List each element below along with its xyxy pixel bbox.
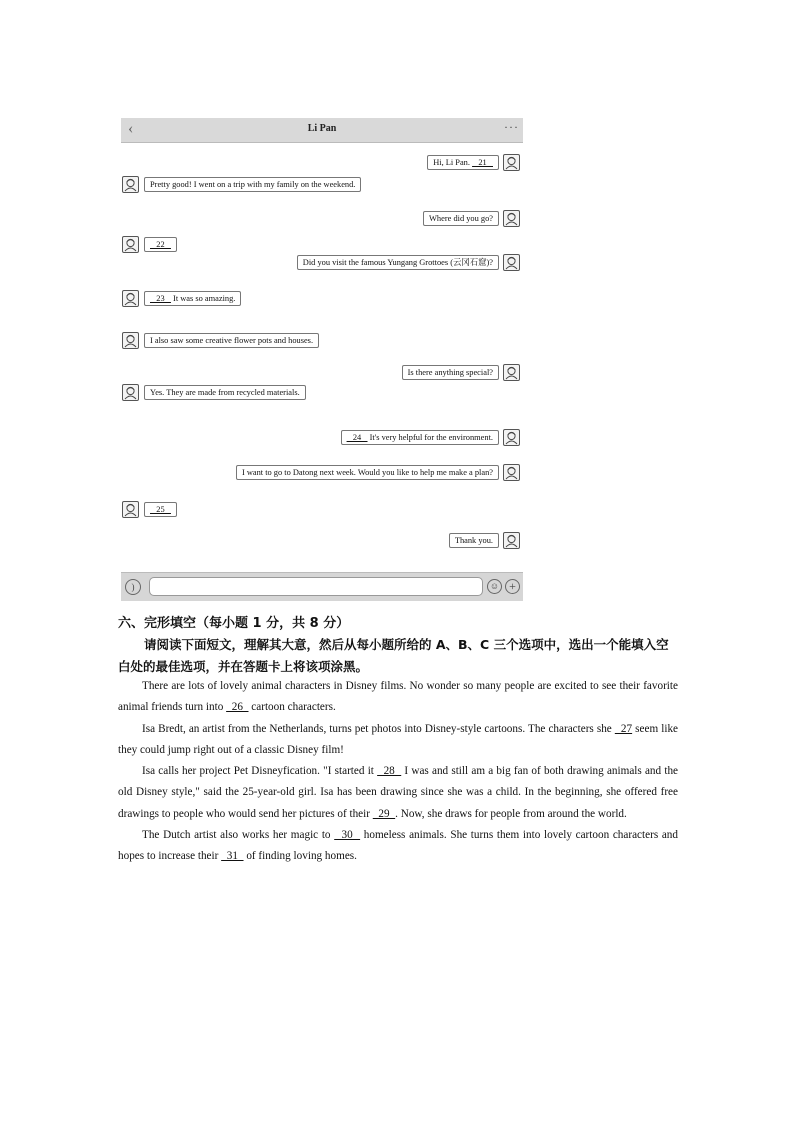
- answer-blank: 21: [472, 158, 493, 167]
- section-title: 六、完形填空（每小题 1 分，共 8 分）: [118, 616, 350, 631]
- message-bubble: [144, 502, 177, 517]
- blank-29: 29: [372, 807, 396, 820]
- avatar-icon[interactable]: [122, 176, 139, 193]
- paragraph-1: There are lots of lovely animal characters in Disney films. No wonder so many people are excited to see their favorite animal friends turn into 26 cartoon characters.: [118, 680, 678, 714]
- message-bubble: I want to go to Datong next week. Would you like to help me make a plan?: [236, 465, 499, 480]
- answer-blank: 23: [150, 294, 171, 303]
- section-instruction: 请阅读下面短文，理解其大意，然后从每小题所给的 A、B、C 三个选项中，选出一个能填入空白处的最佳选项，并在答题卡上将该项涂黑。: [118, 637, 669, 674]
- answer-blank: 25: [150, 505, 171, 514]
- voice-icon[interactable]: ): [125, 579, 141, 595]
- message-bubble: Thank you.: [449, 533, 499, 548]
- answer-blank: 22: [150, 240, 171, 249]
- blank-31: 31: [221, 850, 244, 863]
- blank-26: 26: [226, 701, 249, 714]
- chat-input-bar: [121, 572, 523, 601]
- plus-icon[interactable]: +: [505, 579, 520, 594]
- chat-title: Li Pan: [307, 123, 337, 134]
- message-bubble: Yes. They are made from recycled materials.: [144, 385, 306, 400]
- message-bubble: Is there anything special?: [402, 365, 499, 380]
- avatar-icon[interactable]: [503, 464, 520, 481]
- message-bubble: 23 It was so amazing.: [144, 291, 241, 306]
- blank-28: 28: [377, 765, 402, 778]
- chat-header: [121, 118, 523, 143]
- emoji-icon[interactable]: ☺: [487, 579, 502, 594]
- more-options-icon[interactable]: ···: [504, 120, 519, 134]
- cloze-passage: [118, 676, 678, 868]
- avatar-icon[interactable]: [122, 236, 139, 253]
- paragraph-2: Isa Bredt, an artist from the Netherlands, turns pet photos into Disney-style cartoons. The characters she 27 seem like they could jump right out of a classic Disney film!: [118, 722, 679, 756]
- chat-screenshot: [121, 118, 523, 600]
- avatar-icon[interactable]: [503, 532, 520, 549]
- message-bubble: I also saw some creative flower pots and houses.: [144, 333, 319, 348]
- message-bubble: Pretty good! I went on a trip with my family on the weekend.: [144, 177, 361, 192]
- paragraph-3: Isa calls her project Pet Disneyfication. "I started it 28 I was and still am a big fan of both drawing animals and the old Disney style," said the 25-year-old girl. Isa has been drawing since she was a child. In the beginning, she offered free drawings to people who would send her pictures of their 29 . Now, she draws for people from around the world.: [118, 765, 679, 820]
- message-bubble: 24 It's very helpful for the environment.: [341, 430, 499, 445]
- avatar-icon[interactable]: [503, 254, 520, 271]
- message-bubble: Where did you go?: [423, 211, 499, 226]
- answer-blank: 24: [346, 433, 368, 442]
- message-bubble: Did you visit the famous Yungang Grottoes (云冈石窟)?: [297, 255, 499, 270]
- paragraph-4: The Dutch artist also works her magic to 30 homeless animals. She turns them into lovely cartoon characters and hopes to increase their 31 of finding loving homes.: [118, 829, 678, 863]
- message-bubble: [144, 237, 177, 252]
- avatar-icon[interactable]: [122, 332, 139, 349]
- blank-27: 27: [614, 722, 633, 735]
- avatar-icon[interactable]: [122, 501, 139, 518]
- avatar-icon[interactable]: [122, 384, 139, 401]
- message-bubble: Hi, Li Pan. 21: [427, 155, 499, 170]
- chevron-left-icon[interactable]: ‹: [128, 120, 134, 137]
- avatar-icon[interactable]: [503, 429, 520, 446]
- avatar-icon[interactable]: [503, 210, 520, 227]
- avatar-icon[interactable]: [503, 364, 520, 381]
- avatar-icon[interactable]: [122, 290, 139, 307]
- avatar-icon[interactable]: [503, 154, 520, 171]
- blank-30: 30: [334, 829, 361, 842]
- message-input[interactable]: [149, 577, 483, 596]
